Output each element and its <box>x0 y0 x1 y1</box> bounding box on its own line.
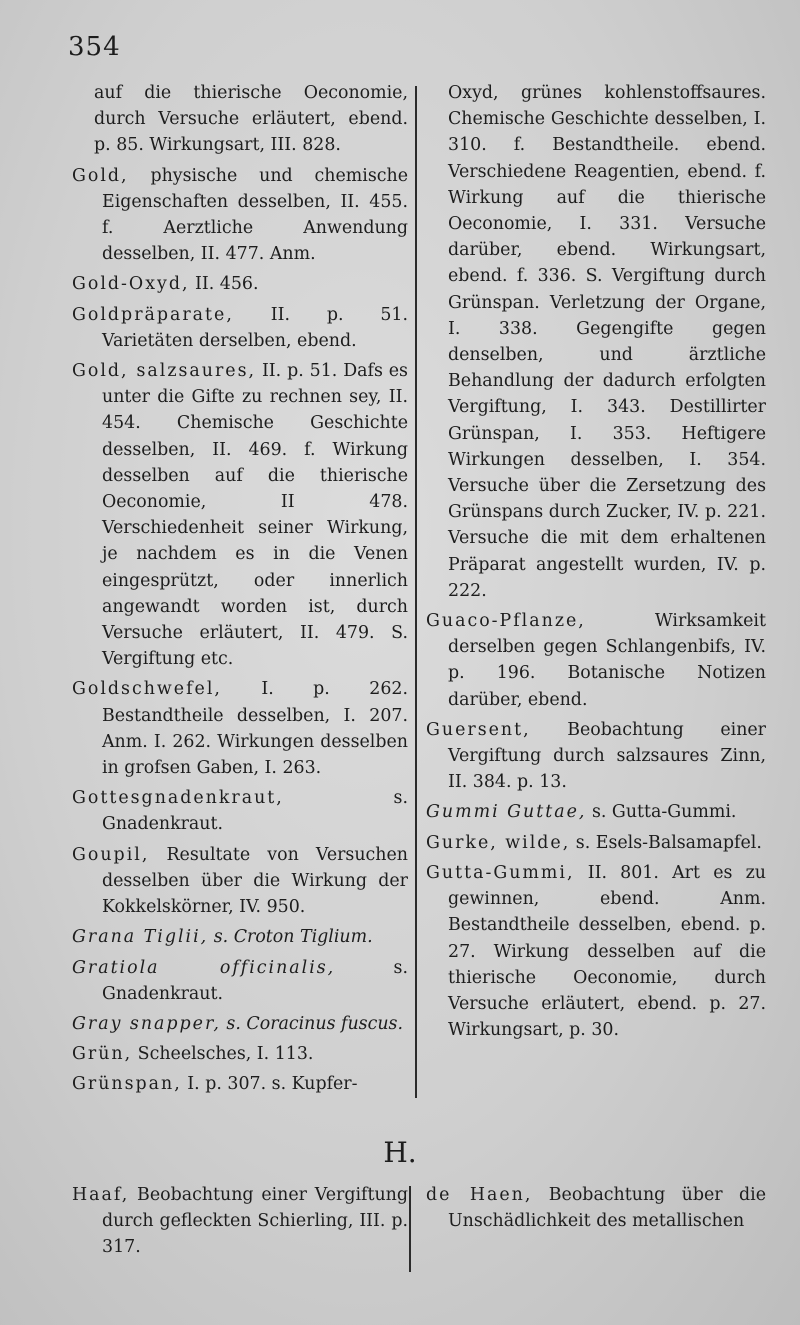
column-divider <box>409 1186 411 1272</box>
column-divider <box>415 86 417 1098</box>
entry-text: Beobachtung einer Vergiftung durch gefleckten Schierling, III. p. 317. <box>102 1185 408 1258</box>
index-entry <box>426 799 766 825</box>
entry-keyword: Grün, <box>72 1044 133 1065</box>
entry-text: s. Gnadenkraut. <box>102 957 409 1004</box>
entry-keyword: Gold, salzsaures, <box>72 361 257 382</box>
entry-text: II. p. 51. Dafs es unter die Gifte zu rechnen sey, II. 454. Chemische Geschichte desselben, II. 469. f. Wirkung desselben auf die thierische Oeconomie, II 478. Verschiedenheit seiner Wirkung, je nachdem es in die Venen eingesprützt, oder innerlich angewandt worden ist, durch Versuche erläutert, II. 479. S. Vergiftung etc. <box>102 361 408 670</box>
entry-keyword: Gurke, wilde, <box>426 832 571 853</box>
section-heading: H. <box>383 1136 417 1169</box>
index-entry <box>72 955 408 1007</box>
entry-keyword: Gutta-Gummi, <box>426 862 575 883</box>
index-column-right-bottom <box>426 1182 766 1238</box>
entry-text: Beobachtung über die Unschädlichkeit des metallischen <box>448 1185 766 1232</box>
index-entry <box>72 924 408 950</box>
entry-text: Wirksamkeit derselben gegen Schlangenbifs, IV. p. 196. Botanische Notizen darüber, ebend. <box>448 611 766 710</box>
entry-keyword: Gummi Guttae, <box>426 802 587 823</box>
entry-keyword: Gold-Oxyd, <box>72 274 190 295</box>
index-entry <box>72 163 408 268</box>
entry-keyword: Gray snapper, <box>72 1013 221 1034</box>
entry-keyword: Goupil, <box>72 844 150 865</box>
index-column-right <box>426 80 766 1047</box>
entry-text: Resultate von Versuchen desselben über die Wirkung der Kokkelskörner, IV. 950. <box>102 844 408 918</box>
entry-text: I. p. 262. Bestandtheile desselben, I. 207. Anm. I. 262. Wirkungen desselben in grofsen Gaben, I. 263. <box>102 679 408 779</box>
index-column-left <box>72 80 408 1102</box>
index-entry <box>426 830 766 856</box>
index-entry <box>72 1041 408 1067</box>
entry-keyword: Gratiola officinalis, <box>72 957 336 978</box>
index-entry <box>72 1071 408 1097</box>
entry-keyword: de Haen, <box>426 1185 533 1205</box>
entry-text: II. 456. <box>189 274 259 295</box>
entry-keyword: Goldpräparate, <box>72 304 234 325</box>
entry-text: s. Croton Tiglium. <box>208 927 373 948</box>
index-entry <box>72 271 408 297</box>
index-entry <box>426 1182 766 1234</box>
index-entry <box>426 80 766 604</box>
entry-keyword: Gold, <box>72 165 129 186</box>
entry-text: I. p. 307. s. Kupfer- <box>181 1074 358 1095</box>
index-column-left-bottom <box>72 1182 408 1265</box>
index-entry <box>72 80 408 159</box>
entry-keyword: Grünspan, <box>72 1074 182 1095</box>
entry-keyword: Guersent, <box>426 719 531 740</box>
entry-text: s. Gnadenkraut. <box>102 788 408 835</box>
entry-text: Beobachtung einer Vergiftung durch salzsaures Zinn, II. 384. p. 13. <box>448 719 766 793</box>
index-entry <box>72 676 408 781</box>
entry-text: physische und chemische Eigenschaften desselben, II. 455. f. Aerztliche Anwendung desselben, II. 477. Anm. <box>102 165 408 265</box>
page-number: 354 <box>68 32 121 62</box>
entry-keyword: Goldschwefel, <box>72 679 222 700</box>
entry-text: Oxyd, grünes kohlenstoffsaures. Chemische Geschichte desselben, I. 310. f. Bestandtheile. ebend. Verschiedene Reagentien, ebend. f. Wirkung auf die thierische Oeconomie, I. 331. Versuche darüber, ebend. Wirkungsart, ebend. f. 336. S. Vergiftung durch Grünspan. Verletzung der Organe, I. 338. Gegengifte gegen denselben, und ärztliche Behandlung der dadurch erfolgten Vergiftung, I. 343. Destillirter Grünspan, I. 353. Heftigere Wirkungen desselben, I. 354. Versuche über die Zersetzung des Grünspans durch Zucker, IV. p. 221. Versuche die mit dem erhaltenen Präparat angestellt wurden, IV. p. 222. <box>448 83 766 601</box>
entry-text: II. 801. Art es zu gewinnen, ebend. Anm. Bestandtheile desselben, ebend. p. 27. Wirkung desselben auf die thierische Oeconomie, durch Versuche erläutert, ebend. p. 27. Wirkungsart, p. 30. <box>448 862 766 1041</box>
entry-text: s. Coracinus fuscus. <box>220 1013 403 1034</box>
entry-text: s. Gutta-Gummi. <box>586 802 737 823</box>
entry-keyword: Grana Tiglii, <box>72 927 209 948</box>
entry-text: auf die thierische Oeconomie, durch Versuche erläutert, ebend. p. 85. Wirkungsart, III. 828. <box>94 83 408 156</box>
entry-keyword: Gottesgnadenkraut, <box>72 788 284 809</box>
entry-keyword: Haaf, <box>72 1185 130 1205</box>
entry-text: Scheelsches, I. 113. <box>132 1044 314 1065</box>
index-entry <box>72 1011 408 1037</box>
index-entry <box>72 785 408 837</box>
entry-keyword: Guaco-Pflanze, <box>426 611 586 632</box>
index-entry <box>426 860 766 1043</box>
index-entry <box>72 842 408 921</box>
index-entry <box>426 717 766 796</box>
index-entry <box>426 608 766 713</box>
index-entry <box>72 358 408 672</box>
entry-text: II. p. 51. Varietäten derselben, ebend. <box>102 304 408 351</box>
entry-text: s. Esels-Balsamapfel. <box>570 832 762 853</box>
index-entry <box>72 302 408 354</box>
index-entry <box>72 1182 408 1261</box>
